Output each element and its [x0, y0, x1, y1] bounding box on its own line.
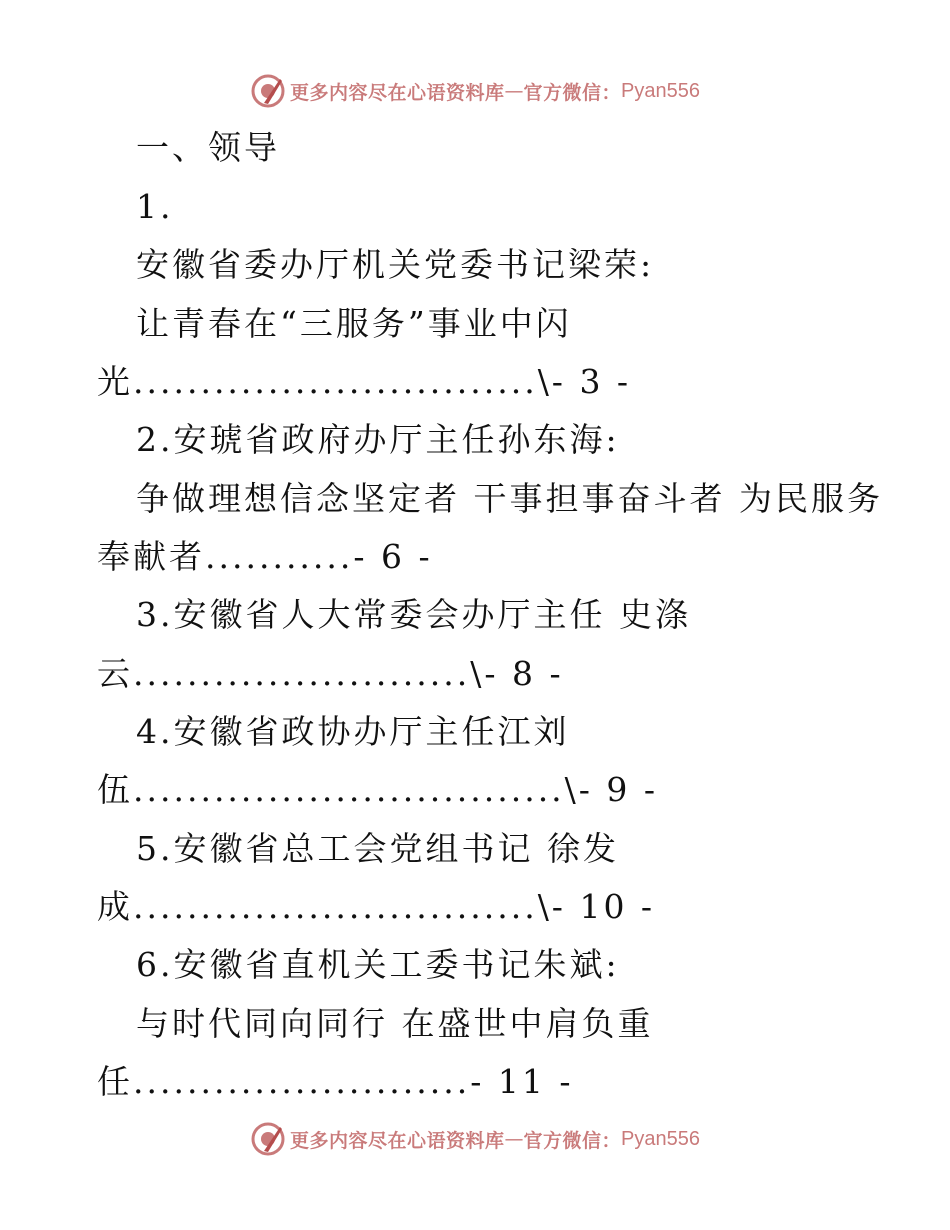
toc-entry-leader: 光..............................\- 3 - [97, 362, 632, 401]
watermark-main-text: 更多内容尽在心语资料库 [290, 1129, 505, 1152]
watermark-handle: Pyan556 [621, 1127, 700, 1150]
quill-logo-icon [250, 73, 286, 109]
toc-entry-text: 5.安徽省总工会党组书记 徐发 [136, 829, 619, 868]
watermark-handle: Pyan556 [621, 79, 700, 102]
watermark-separator: — [504, 80, 524, 102]
toc-entry-text: 争做理想信念坚定者 干事担事奋斗者 为民服务 [136, 479, 883, 518]
toc-entry-leader: 云.........................\- 8 - [97, 654, 564, 693]
toc-entry-number: 1. [136, 187, 174, 226]
toc-entry-leader: 成..............................\- 10 - [97, 887, 656, 926]
toc-entry-text: 安徽省委办厅机关党委书记梁荣: [136, 245, 655, 284]
toc-entry-text: 6.安徽省直机关工委书记朱斌: [136, 945, 620, 984]
toc-entry-text: 与时代同向同行 在盛世中肩负重 [136, 1004, 654, 1043]
quill-logo-icon [250, 1121, 286, 1157]
toc-entry-text: 让青春在“三服务”事业中闪 [136, 304, 572, 343]
toc-entry-text: 4.安徽省政协办厅主任江刘 [136, 712, 570, 751]
watermark-label: 官方微信： [523, 81, 622, 104]
toc-entry-leader: 任.........................- 11 - [97, 1062, 574, 1101]
watermark-separator: — [504, 1128, 524, 1150]
toc-entry-text: 2.安琥省政府办厅主任孙东海: [136, 420, 620, 459]
watermark-banner-bottom [0, 1119, 950, 1159]
toc-entry-leader: 奉献者...........- 6 - [97, 537, 433, 576]
section-heading: 一、领导 [136, 128, 280, 167]
watermark-label: 官方微信： [523, 1129, 622, 1152]
watermark-main-text: 更多内容尽在心语资料库 [290, 81, 505, 104]
toc-entry-text: 3.安徽省人大常委会办厅主任 史涤 [136, 595, 691, 634]
watermark-banner-top [0, 71, 950, 111]
toc-entry-leader: 伍................................\- 9 - [97, 770, 659, 809]
